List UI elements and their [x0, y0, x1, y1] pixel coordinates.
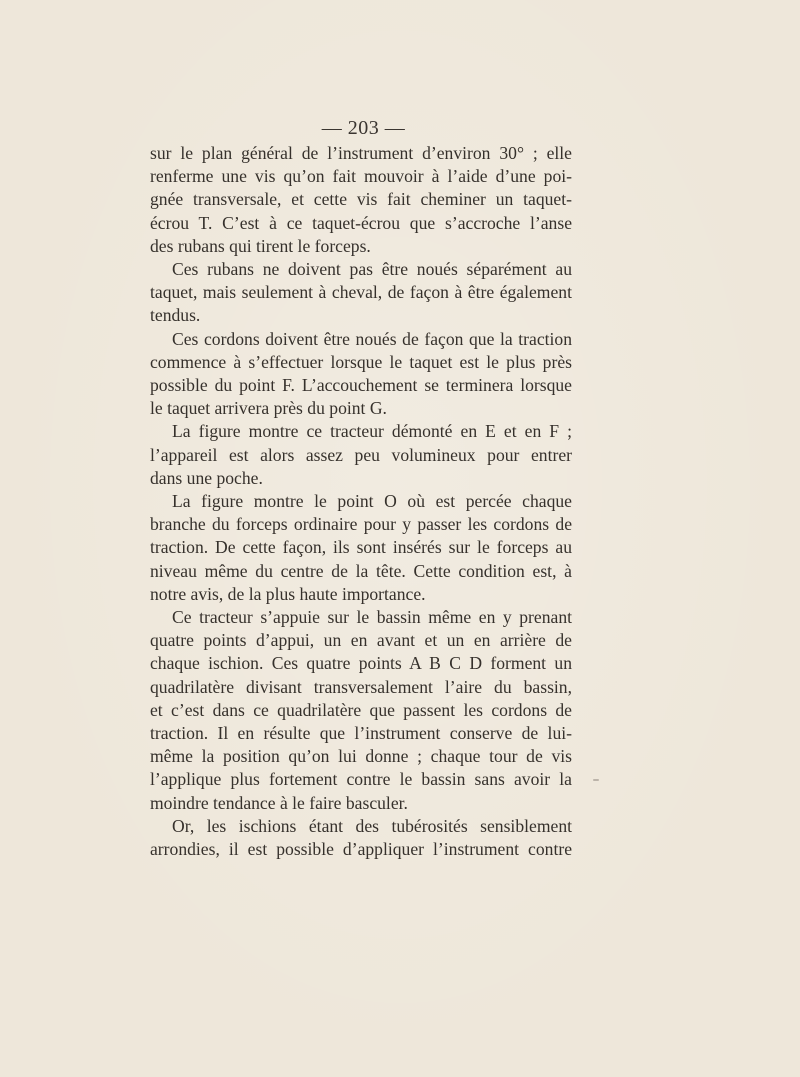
text-line: l’applique plus fortement contre le bassin sans avoir la — [150, 769, 572, 790]
text-line: Or, les ischions étant des tubérosités sensiblement — [172, 815, 572, 836]
text-line: chaque ischion. Ces quatre points A B C D forment un — [150, 653, 572, 674]
page-number: — 203 — — [321, 117, 406, 139]
text-line: sur le plan général de l’instrument d’environ 30° ; elle — [150, 143, 572, 163]
paragraph — [150, 420, 572, 490]
paragraph — [150, 142, 572, 258]
text-line: Ce tracteur s’appuie sur le bassin même en y prenant — [172, 607, 572, 628]
paragraph — [150, 815, 572, 861]
body-text — [150, 142, 572, 861]
paragraph — [150, 490, 572, 606]
text-line: moindre tendance à le faire basculer. — [150, 792, 408, 813]
text-line: même la position qu’on lui donne ; chaque tour de vis — [150, 746, 572, 767]
text-line: branche du forceps ordinaire pour y passer les cordons de — [150, 514, 572, 535]
text-line: dans une poche. — [150, 467, 263, 488]
text-line: écrou T. C’est à ce taquet-écrou que s’accroche l’anse — [150, 212, 572, 233]
text-line: quadrilatère divisant transversalement l’aire du bassin, — [150, 676, 572, 697]
text-line: traction. De cette façon, ils sont insérés sur le forceps au — [150, 537, 572, 558]
text-line: niveau même du centre de la tête. Cette condition est, à — [150, 560, 572, 581]
paragraph — [150, 258, 572, 328]
text-line: et c’est dans ce quadrilatère que passent les cordons de — [150, 699, 572, 720]
text-line: des rubans qui tirent le forceps. — [150, 235, 371, 256]
text-line: le taquet arrivera près du point G. — [150, 398, 387, 419]
text-line: Ces rubans ne doivent pas être noués séparément au — [172, 259, 572, 280]
text-line: commence à s’effectuer lorsque le taquet est le plus près — [150, 351, 572, 372]
text-line: l’appareil est alors assez peu volumineux pour entrer — [150, 444, 572, 465]
text-line: traction. Il en résulte que l’instrument conserve de lui- — [150, 723, 572, 744]
paragraph — [150, 328, 572, 421]
text-line: tendus. — [150, 305, 201, 326]
paragraph — [150, 606, 572, 815]
text-line: quatre points d’appui, un en avant et un en arrière de — [150, 630, 572, 651]
text-line: taquet, mais seulement à cheval, de façon à être également — [150, 282, 572, 303]
text-line: notre avis, de la plus haute importance. — [150, 583, 426, 604]
text-line: possible du point F. L’accouchement se terminera lorsque — [150, 375, 572, 396]
text-line: gnée transversale, et cette vis fait cheminer un taquet- — [150, 189, 572, 210]
text-line: renferme une vis qu’on fait mouvoir à l’aide d’une poi- — [150, 166, 572, 187]
text-line: Ces cordons doivent être noués de façon que la traction — [172, 328, 572, 349]
text-line: La figure montre ce tracteur démonté en E et en F ; — [172, 421, 572, 442]
text-line: La figure montre le point O où est percée chaque — [172, 491, 572, 512]
text-line: arrondies, il est possible d’appliquer l’instrument contre — [150, 839, 572, 860]
paper-speck — [593, 779, 599, 781]
